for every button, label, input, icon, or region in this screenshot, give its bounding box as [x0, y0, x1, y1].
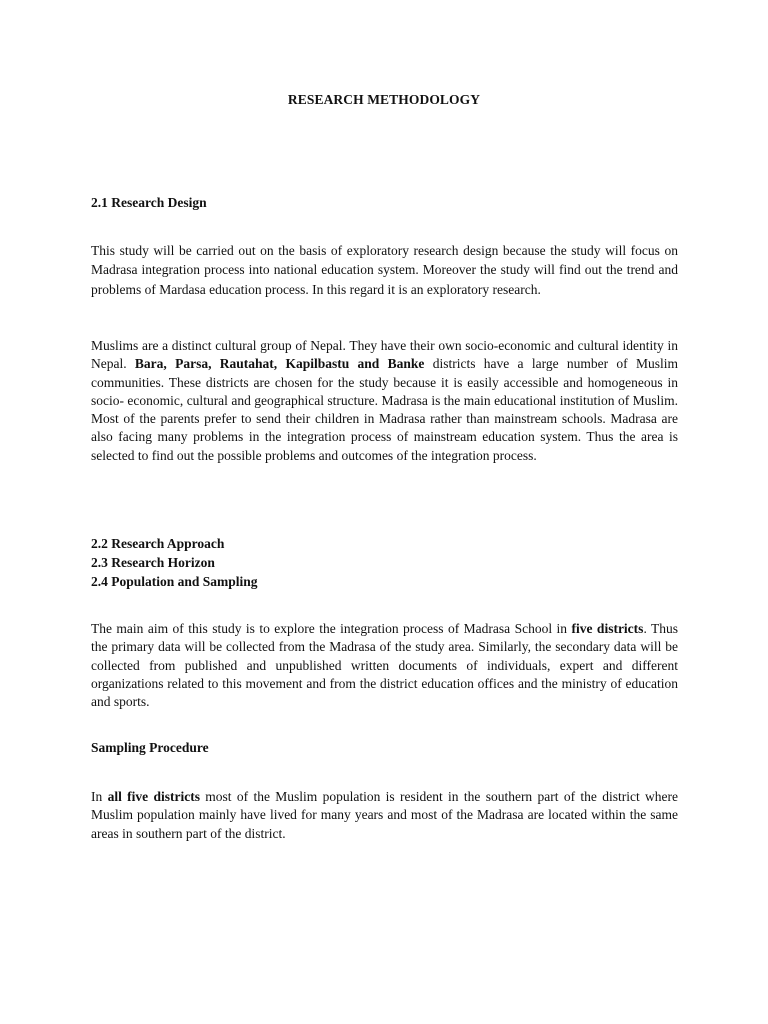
section-heading-research-approach: 2.2 Research Approach: [91, 536, 225, 551]
bold-district-names: Bara, Parsa, Rautahat, Kapilbastu and Banke: [134, 356, 425, 372]
paragraph-muslim-community: [91, 337, 678, 465]
text-segment: districts have a large number of Muslim communities. These districts are chosen for the study because it is easily accessible and homogeneous in socio- economic, cultural and geographical structure. Madrasa is the main educational institution of Muslim. Most of the parents prefer to send their children in Madrasa rather than mainstream schools. Madrasa are also facing many problems in the integration process of mainstream education system. Thus the area is selected to find out the possible problems and outcomes of the integration process.: [91, 356, 678, 463]
section-heading-population-sampling: 2.4 Population and Sampling: [91, 574, 258, 590]
paragraph-population-sampling: [91, 620, 678, 711]
text-segment: The main aim of this study is to explore the integration process of Madrasa School in: [91, 621, 572, 636]
section-headings-list: [91, 534, 258, 592]
text-segment: most of the Muslim population is resident in the southern part of the district where Muslim population mainly have lived for many years and most of the Madrasa are located within the same areas in southern part of the district.: [91, 789, 679, 841]
paragraph-research-design: This study will be carried out on the basis of exploratory research design because the study will focus on Madrasa integration process into national education system. Moreover the study will find out the trend and problems of Mardasa education process. In this regard it is an exploratory research.: [91, 243, 678, 297]
paragraph-sampling-procedure: [91, 788, 678, 843]
section-heading-sampling-procedure: Sampling Procedure: [91, 740, 209, 755]
text-segment: Muslims are a distinct cultural group of Nepal. They have their own socio-economic and cultural identity in Nepal.: [91, 338, 678, 372]
bold-all-five-districts: all five districts: [107, 789, 200, 804]
section-heading-research-design: 2.1 Research Design: [91, 195, 207, 210]
document-title: RESEARCH METHODOLOGY: [287, 92, 481, 107]
section-heading-research-horizon: 2.3 Research Horizon: [91, 555, 215, 571]
text-segment: . Thus the primary data will be collected from the Madrasa of the study area. Similarly, the secondary data will be collected from published and unpublished written documents of individuals, expert and different organizations related to this movement and from the district education offices and the ministry of education and sports.: [91, 621, 679, 710]
bold-five-districts: five districts: [571, 621, 644, 636]
text-segment: In: [91, 789, 108, 804]
